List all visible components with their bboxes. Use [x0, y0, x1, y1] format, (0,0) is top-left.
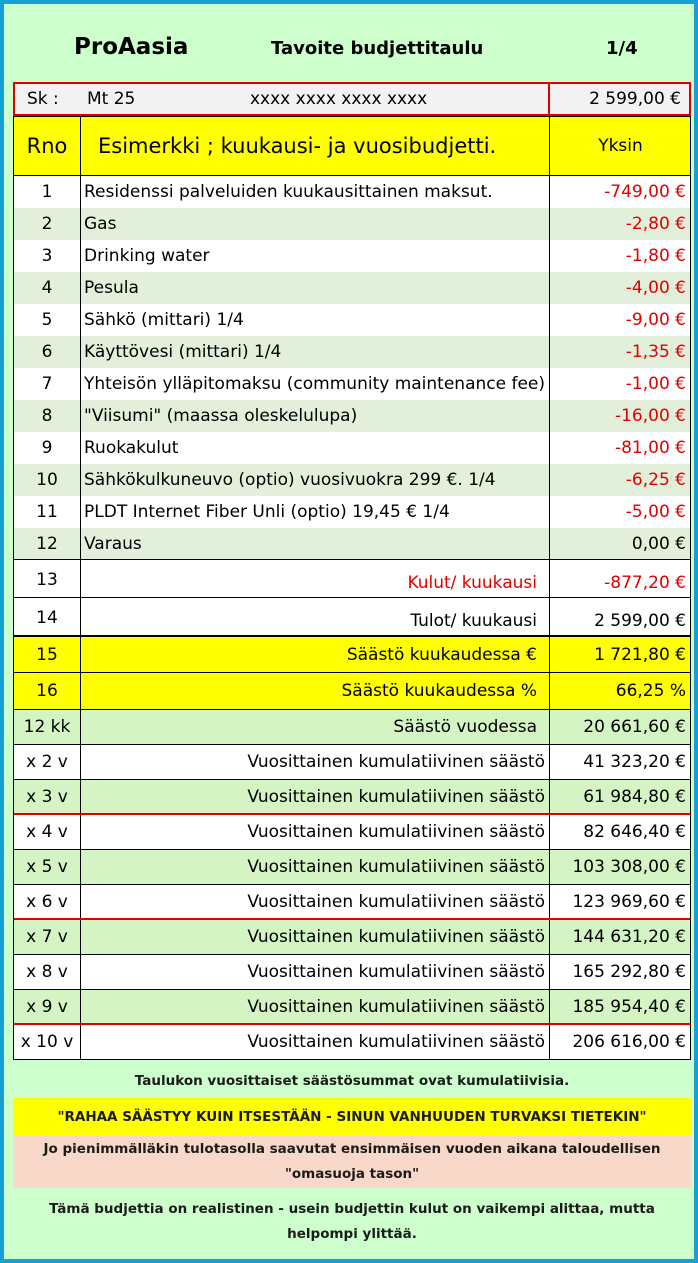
row-number: 8	[41, 406, 53, 426]
period-label: x 7 v	[26, 927, 68, 947]
row-number: 4	[41, 278, 53, 298]
period-label: x 8 v	[26, 962, 68, 982]
period-label: x 2 v	[26, 752, 68, 772]
row-number: 13	[36, 570, 58, 590]
account-name: Mt 25	[87, 89, 136, 109]
table-row	[13, 400, 691, 432]
row-amount: -5,00 €	[625, 502, 686, 522]
row-description: Yhteisön ylläpitomaksu (community maintenance fee)	[84, 374, 546, 394]
row-amount: -2,80 €	[625, 214, 686, 234]
row-number: 9	[41, 438, 53, 458]
table-row	[13, 464, 691, 496]
period-label: x 4 v	[26, 822, 68, 842]
yearly-row	[13, 745, 691, 780]
row-description: Gas	[84, 214, 117, 234]
table-row	[13, 304, 691, 336]
header-yksin: Yksin	[598, 136, 643, 156]
savings-eur-amount: 1 721,80 €	[594, 644, 686, 665]
row-number: 15	[36, 644, 58, 665]
savings-percent-label: Säästö kuukaudessa %	[341, 681, 537, 701]
savings-eur-row	[13, 636, 691, 673]
row-amount: 0,00 €	[631, 533, 686, 554]
yearly-row	[13, 1025, 691, 1060]
yearly-amount: 61 984,80 €	[583, 786, 686, 807]
row-number: 5	[41, 310, 53, 330]
table-header	[13, 116, 691, 176]
yearly-amount: 20 661,60 €	[583, 717, 686, 737]
yearly-row	[13, 955, 691, 990]
yearly-label: Vuosittainen kumulatiivinen säästö	[247, 927, 545, 947]
table-row	[13, 240, 691, 272]
account-row	[13, 82, 691, 116]
realistic-note	[13, 1194, 691, 1250]
row-description: "Viisumi" (maassa oleskelulupa)	[84, 406, 358, 426]
expenses-label: Kulut/ kuukausi	[407, 573, 537, 593]
income-note-line1: Jo pienimmälläkin tulotasolla saavutat ensimmäisen vuoden aikana taloudellisen	[43, 1141, 661, 1157]
yearly-row	[13, 885, 691, 920]
row-description: Drinking water	[84, 246, 210, 266]
income-label: Tulot/ kuukausi	[410, 611, 537, 631]
row-amount: -749,00 €	[604, 182, 686, 202]
row-description: Sähkökulkuneuvo (optio) vuosivuokra 299 €. 1/4	[84, 470, 496, 490]
row-description: Sähkö (mittari) 1/4	[84, 310, 244, 330]
page-indicator: 1/4	[606, 38, 638, 59]
account-number: xxxx xxxx xxxx xxxx	[250, 89, 428, 109]
income-note-line2: "omasuoja tason"	[284, 1166, 420, 1182]
account-amount: 2 599,00 €	[548, 84, 689, 114]
realistic-note-line1: Tämä budjettia on realistinen - usein budjettin kulut on vaikempi alittaa, mutta	[49, 1201, 655, 1217]
period-label: 12 kk	[23, 717, 71, 737]
income-amount: 2 599,00 €	[594, 611, 686, 631]
yearly-row	[13, 920, 691, 955]
table-row	[13, 528, 691, 560]
yearly-row	[13, 710, 691, 745]
row-number: 7	[41, 374, 53, 394]
row-description: Käyttövesi (mittari) 1/4	[84, 342, 282, 362]
yearly-row	[13, 780, 691, 815]
period-label: x 10 v	[20, 1032, 74, 1052]
table-row	[13, 208, 691, 240]
row-number: 16	[36, 681, 58, 701]
yearly-label: Vuosittainen kumulatiivinen säästö	[247, 996, 545, 1017]
period-label: x 6 v	[26, 891, 68, 912]
yearly-label: Vuosittainen kumulatiivinen säästö	[247, 891, 545, 912]
yearly-label: Vuosittainen kumulatiivinen säästö	[247, 1032, 545, 1052]
row-amount: -6,25 €	[625, 470, 686, 490]
row-number: 14	[36, 608, 58, 628]
header-rno: Rno	[26, 134, 68, 158]
row-number: 10	[36, 470, 58, 490]
header-description: Esimerkki ; kuukausi- ja vuosibudjetti.	[98, 134, 497, 158]
yearly-row	[13, 990, 691, 1025]
yearly-amount: 103 308,00 €	[572, 857, 686, 877]
row-amount: -1,80 €	[625, 246, 686, 266]
row-description: PLDT Internet Fiber Unli (optio) 19,45 € 1/4	[84, 502, 450, 522]
table-row	[13, 368, 691, 400]
row-amount: -9,00 €	[625, 310, 686, 330]
slogan-banner: "RAHAA SÄÄSTYY KUIN ITSESTÄÄN - SINUN VANHUUDEN TURVAKSI TIETEKIN"	[13, 1098, 691, 1136]
period-label: x 5 v	[26, 857, 68, 877]
yearly-label: Vuosittainen kumulatiivinen säästö	[247, 962, 545, 982]
account-label: Sk :	[27, 89, 59, 109]
period-label: x 3 v	[26, 786, 68, 807]
yearly-label: Vuosittainen kumulatiivinen säästö	[247, 752, 545, 772]
savings-percent-amount: 66,25 %	[615, 681, 686, 701]
income-total-row	[13, 598, 691, 636]
brand-title: ProAasia	[74, 34, 189, 60]
yearly-label: Säästö vuodessa	[393, 717, 537, 737]
table-row	[13, 176, 691, 208]
savings-percent-row	[13, 673, 691, 710]
table-row	[13, 496, 691, 528]
yearly-label: Vuosittainen kumulatiivinen säästö	[247, 857, 545, 877]
row-description: Ruokakulut	[84, 438, 179, 458]
row-description: Varaus	[84, 533, 142, 554]
yearly-row	[13, 850, 691, 885]
period-label: x 9 v	[26, 996, 68, 1017]
sheet-title: Tavoite budjettitaulu	[271, 38, 484, 59]
yearly-amount: 123 969,60 €	[572, 891, 686, 912]
yearly-amount: 82 646,40 €	[583, 822, 686, 842]
expenses-amount: -877,20 €	[604, 573, 686, 593]
yearly-label: Vuosittainen kumulatiivinen säästö	[247, 822, 545, 842]
row-number: 12	[36, 533, 58, 554]
row-amount: -1,35 €	[625, 342, 686, 362]
row-number: 6	[41, 342, 53, 362]
yearly-amount: 41 323,20 €	[583, 752, 686, 772]
row-amount: -1,00 €	[625, 374, 686, 394]
yearly-amount: 206 616,00 €	[572, 1032, 686, 1052]
row-amount: -4,00 €	[625, 278, 686, 298]
yearly-amount: 144 631,20 €	[572, 927, 686, 947]
row-amount: -81,00 €	[614, 438, 686, 458]
yearly-row	[13, 815, 691, 850]
row-description: Pesula	[84, 278, 139, 298]
table-row	[13, 432, 691, 464]
row-description: Residenssi palveluiden kuukausittainen maksut.	[84, 182, 493, 202]
yearly-label: Vuosittainen kumulatiivinen säästö	[247, 786, 545, 807]
savings-eur-label: Säästö kuukaudessa €	[346, 644, 537, 665]
table-row	[13, 272, 691, 304]
table-row	[13, 336, 691, 368]
expenses-total-row	[13, 560, 691, 598]
row-number: 1	[41, 182, 53, 202]
yearly-amount: 165 292,80 €	[572, 962, 686, 982]
row-number: 3	[41, 246, 53, 266]
row-amount: -16,00 €	[614, 406, 686, 426]
row-number: 2	[41, 214, 53, 234]
yearly-amount: 185 954,40 €	[572, 996, 686, 1017]
row-number: 11	[36, 502, 58, 522]
cumulative-note: Taulukon vuosittaiset säästösummat ovat kumulatiivisia.	[13, 1064, 691, 1098]
income-note	[13, 1136, 691, 1188]
realistic-note-line2: helpompi ylittää.	[287, 1226, 417, 1242]
